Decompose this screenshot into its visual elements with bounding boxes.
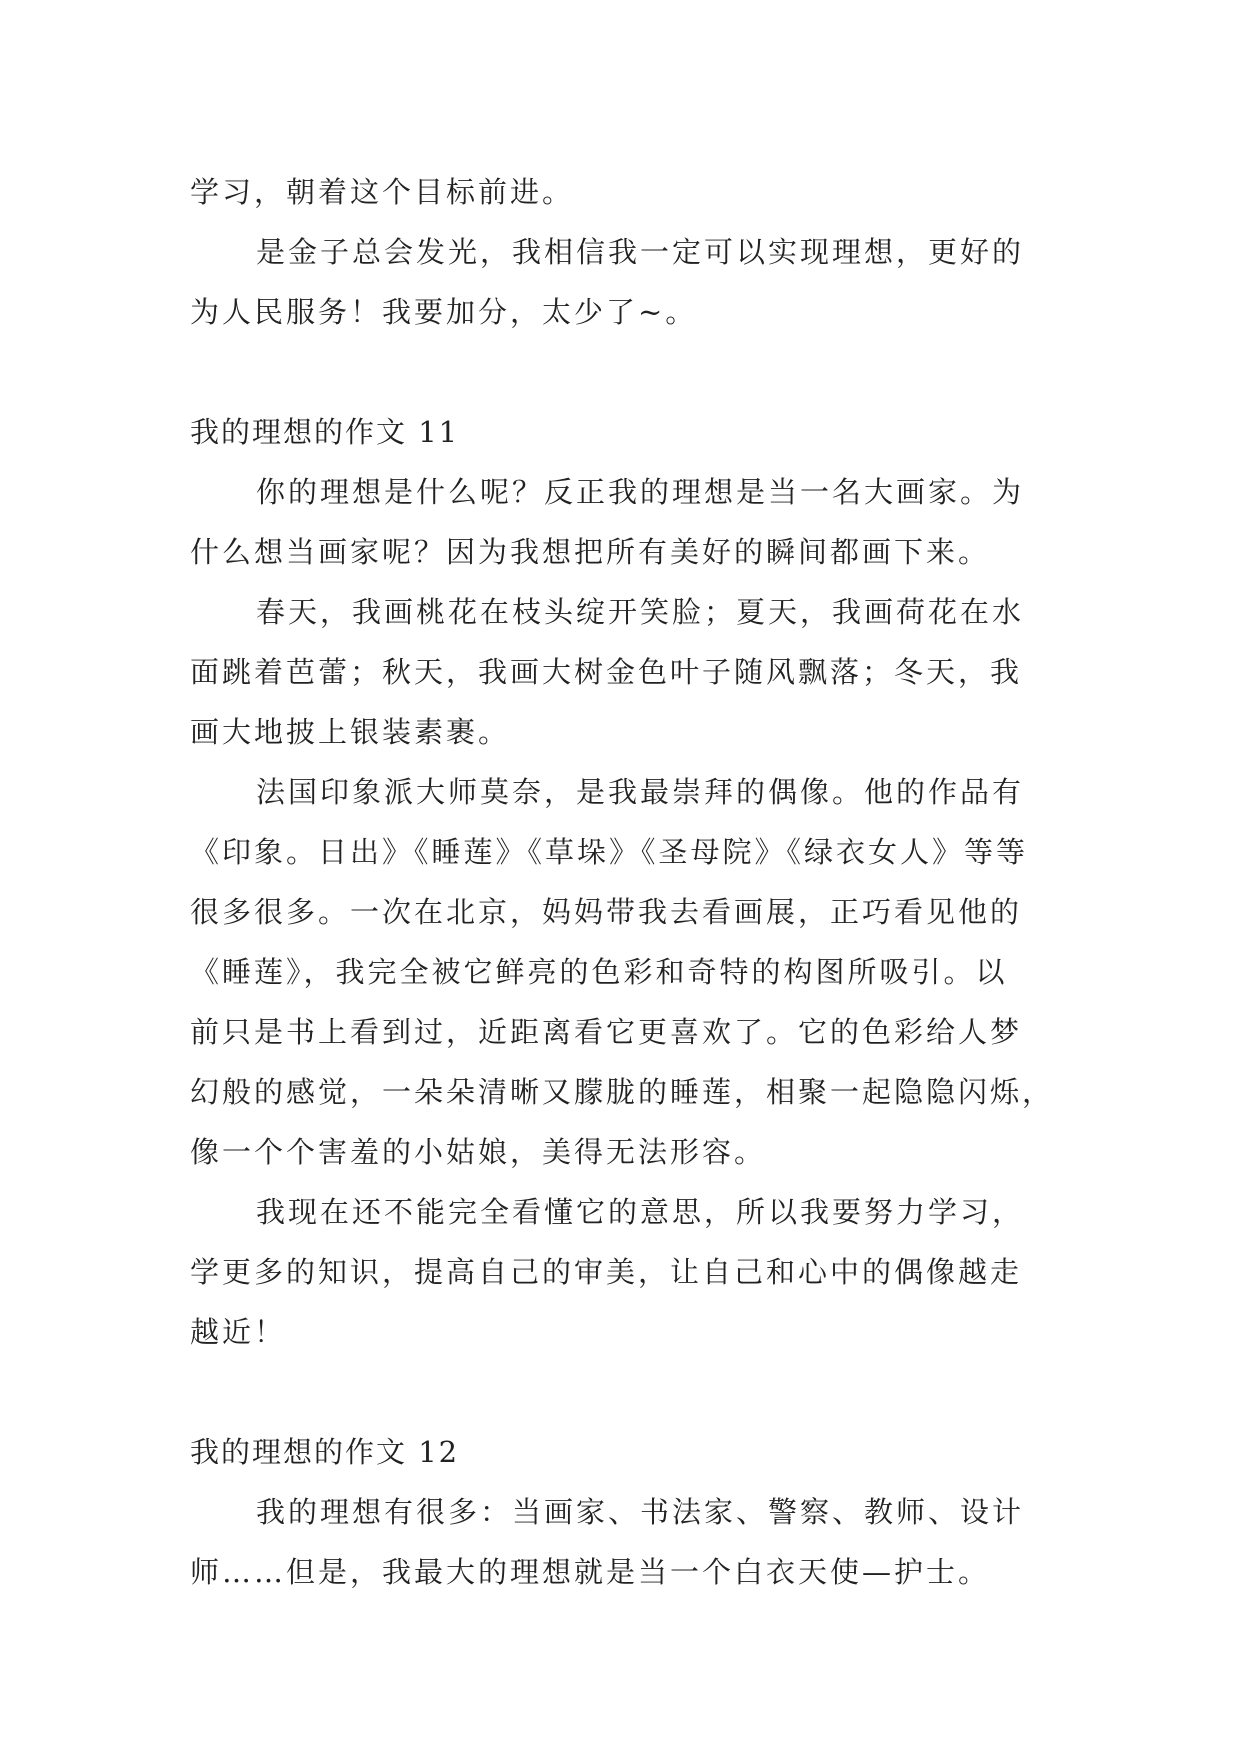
paragraph-line: 你的理想是什么呢？反正我的理想是当一名大画家。为 [256, 475, 1025, 509]
section-heading-11: 我的理想的作文 11 [190, 415, 460, 449]
paragraph-line: 我的理想有很多：当画家、书法家、警察、教师、设计 [256, 1495, 1025, 1529]
text-line: 面跳着芭蕾；秋天，我画大树金色叶子随风飘落；冬天，我 [190, 655, 1023, 689]
paragraph-line: 是金子总会发光，我相信我一定可以实现理想，更好的 [256, 235, 1025, 269]
paragraph-line: 法国印象派大师莫奈，是我最崇拜的偶像。他的作品有 [256, 775, 1025, 809]
text-line: 学更多的知识，提高自己的审美，让自己和心中的偶像越走 [190, 1255, 1023, 1289]
text-line: 学习，朝着这个目标前进。 [190, 175, 575, 209]
text-line: 什么想当画家呢？因为我想把所有美好的瞬间都画下来。 [190, 535, 991, 569]
text-line: 师……但是，我最大的理想就是当一个白衣天使—护士。 [190, 1555, 991, 1589]
text-line: 为人民服务！我要加分，太少了~。 [190, 295, 698, 329]
text-line: 前只是书上看到过，近距离看它更喜欢了。它的色彩给人梦 [190, 1015, 1023, 1049]
text-line: 《印象。日出》《睡莲》《草垛》《圣母院》《绿衣女人》等等 [190, 835, 1029, 869]
text-line: 《睡莲》，我完全被它鲜亮的色彩和奇特的构图所吸引。以 [190, 955, 1008, 989]
paragraph-line: 春天，我画桃花在枝头绽开笑脸；夏天，我画荷花在水 [256, 595, 1025, 629]
document-body [190, 162, 1056, 1602]
text-line: 幻般的感觉，一朵朵清晰又朦胧的睡莲，相聚一起隐隐闪烁， [190, 1075, 1055, 1109]
text-line: 像一个个害羞的小姑娘，美得无法形容。 [190, 1135, 767, 1169]
section-heading-12: 我的理想的作文 12 [190, 1435, 460, 1469]
paragraph-line: 我现在还不能完全看懂它的意思，所以我要努力学习， [256, 1195, 1025, 1229]
text-line: 越近！ [190, 1315, 287, 1349]
text-line: 画大地披上银装素裹。 [190, 715, 511, 749]
text-line: 很多很多。一次在北京，妈妈带我去看画展，正巧看见他的 [190, 895, 1023, 929]
